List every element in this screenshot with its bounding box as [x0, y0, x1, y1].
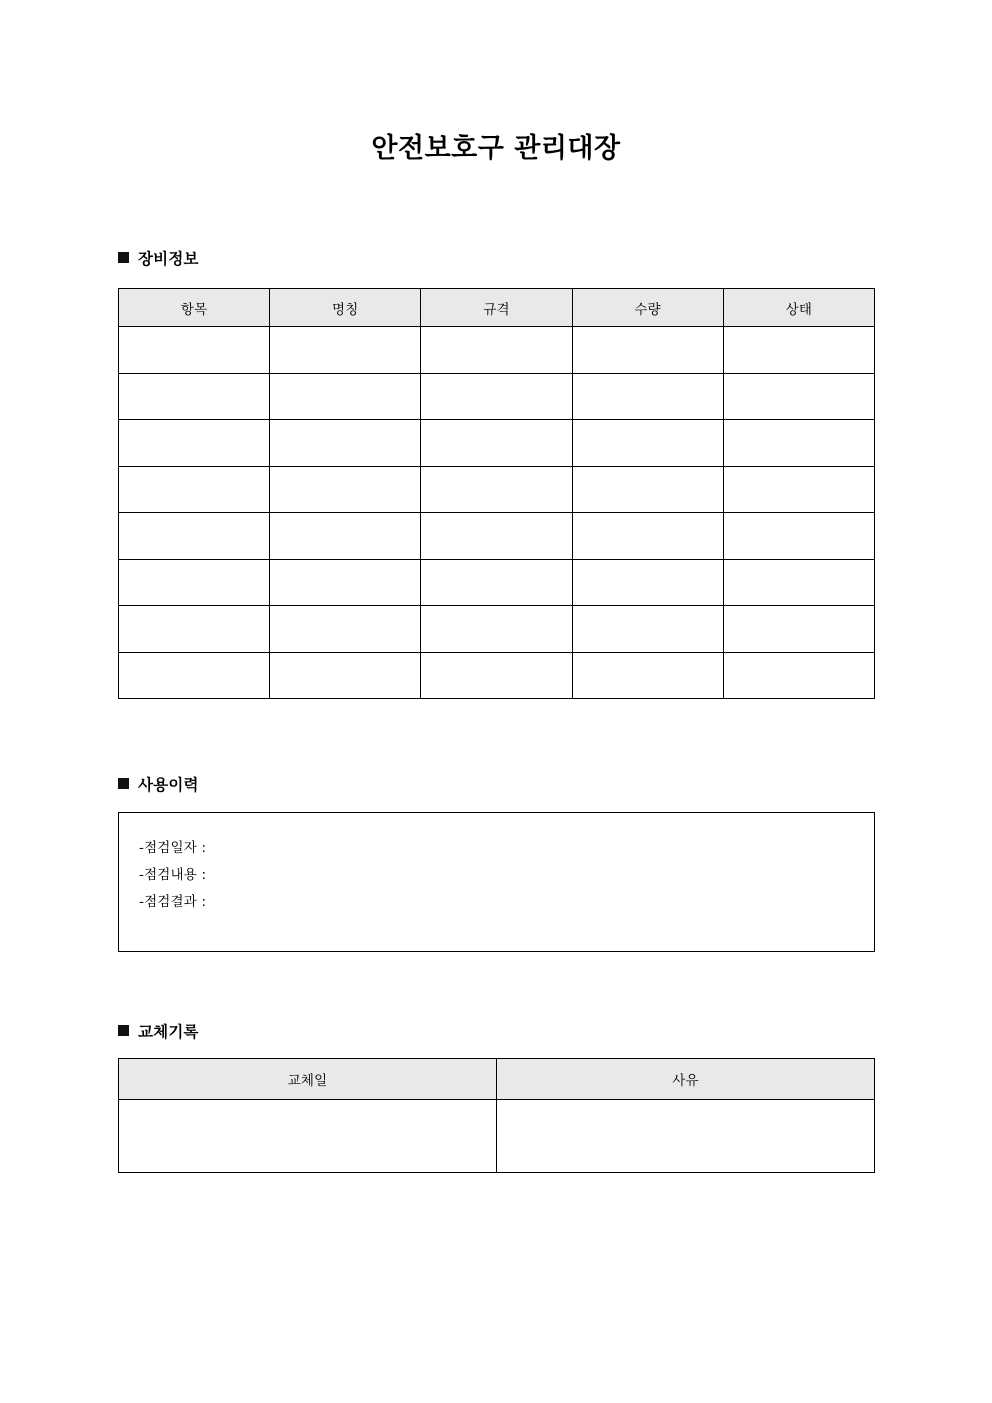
table-row [119, 652, 875, 699]
table-row [119, 606, 875, 653]
cell-item[interactable] [119, 327, 270, 374]
black-square-bullet-icon [118, 1025, 129, 1036]
usage-line-inspection-result: -점검결과 : [139, 894, 207, 910]
table-header-row [119, 1059, 875, 1100]
table-row [119, 1100, 875, 1173]
replacement-record-table [118, 1058, 875, 1173]
section-heading-equipment-label: 장비정보 [138, 250, 199, 268]
cell-item[interactable] [119, 559, 270, 606]
cell-quantity[interactable] [572, 559, 723, 606]
table-row [119, 513, 875, 560]
cell-item[interactable] [119, 420, 270, 467]
table-row [119, 466, 875, 513]
column-header-quantity: 수량 [572, 289, 723, 327]
cell-reason[interactable] [497, 1100, 875, 1173]
cell-name[interactable] [270, 420, 421, 467]
cell-quantity[interactable] [572, 327, 723, 374]
cell-name[interactable] [270, 466, 421, 513]
column-header-status: 상태 [723, 289, 874, 327]
cell-status[interactable] [723, 652, 874, 699]
cell-item[interactable] [119, 652, 270, 699]
cell-spec[interactable] [421, 606, 572, 653]
section-heading-usage-history-label: 사용이력 [138, 776, 199, 794]
table-header-row [119, 289, 875, 327]
cell-quantity[interactable] [572, 420, 723, 467]
cell-quantity[interactable] [572, 513, 723, 560]
cell-spec[interactable] [421, 327, 572, 374]
cell-name[interactable] [270, 606, 421, 653]
cell-name[interactable] [270, 373, 421, 420]
cell-name[interactable] [270, 327, 421, 374]
cell-status[interactable] [723, 513, 874, 560]
column-header-spec: 규격 [421, 289, 572, 327]
cell-status[interactable] [723, 606, 874, 653]
cell-status[interactable] [723, 466, 874, 513]
cell-status[interactable] [723, 327, 874, 374]
cell-name[interactable] [270, 559, 421, 606]
cell-spec[interactable] [421, 513, 572, 560]
usage-history-box[interactable] [118, 812, 875, 952]
cell-spec[interactable] [421, 420, 572, 467]
cell-quantity[interactable] [572, 466, 723, 513]
section-heading-usage-history [118, 778, 199, 794]
table-row [119, 559, 875, 606]
usage-line-inspection-date: -점검일자 : [139, 840, 207, 856]
cell-spec[interactable] [421, 559, 572, 606]
cell-quantity[interactable] [572, 652, 723, 699]
equipment-information-table [118, 288, 875, 699]
cell-replacement-date[interactable] [119, 1100, 497, 1173]
cell-status[interactable] [723, 420, 874, 467]
cell-quantity[interactable] [572, 373, 723, 420]
column-header-replacement-date: 교체일 [119, 1059, 497, 1100]
black-square-bullet-icon [118, 778, 129, 789]
cell-status[interactable] [723, 559, 874, 606]
section-heading-replacement-record [118, 1025, 199, 1041]
column-header-reason: 사유 [497, 1059, 875, 1100]
section-heading-equipment [118, 252, 199, 268]
table-row [119, 420, 875, 467]
cell-spec[interactable] [421, 373, 572, 420]
cell-spec[interactable] [421, 466, 572, 513]
cell-quantity[interactable] [572, 606, 723, 653]
column-header-item: 항목 [119, 289, 270, 327]
cell-spec[interactable] [421, 652, 572, 699]
black-square-bullet-icon [118, 252, 129, 263]
page-title: 안전보호구 관리대장 [371, 133, 621, 164]
cell-item[interactable] [119, 606, 270, 653]
table-row [119, 327, 875, 374]
section-heading-replacement-record-label: 교체기록 [138, 1023, 199, 1041]
usage-line-inspection-content: -점검내용 : [139, 867, 207, 883]
cell-item[interactable] [119, 373, 270, 420]
cell-name[interactable] [270, 652, 421, 699]
cell-item[interactable] [119, 466, 270, 513]
cell-name[interactable] [270, 513, 421, 560]
column-header-name: 명칭 [270, 289, 421, 327]
table-row [119, 373, 875, 420]
cell-status[interactable] [723, 373, 874, 420]
cell-item[interactable] [119, 513, 270, 560]
